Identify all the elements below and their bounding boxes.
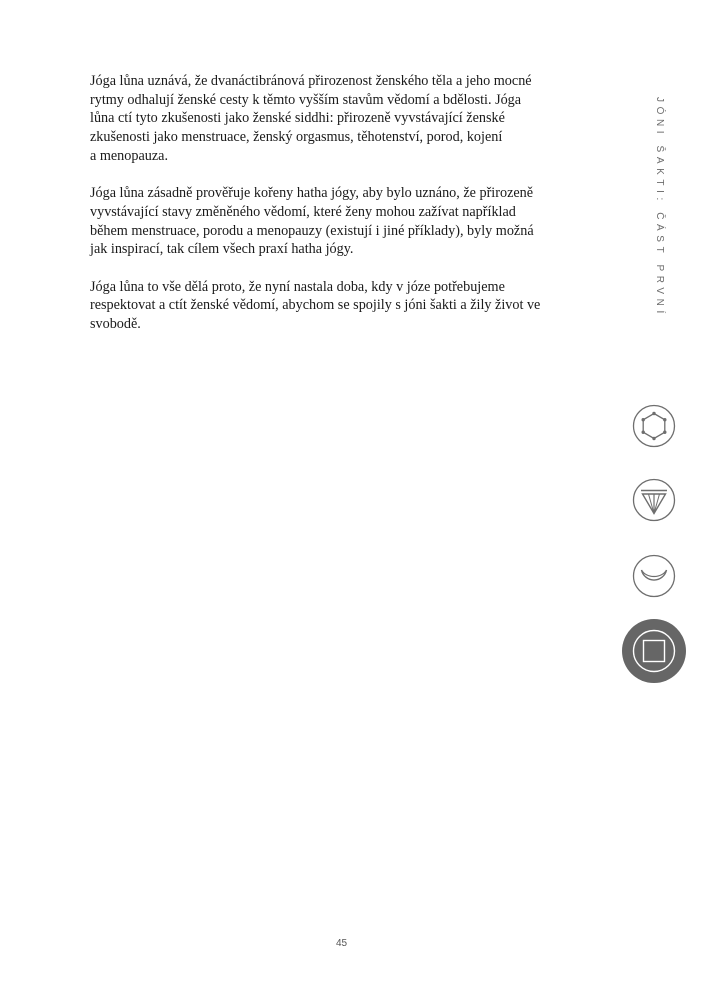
text-line: jak inspirací, tak cílem všech praxí hatha jógy. bbox=[90, 241, 354, 258]
text-line: během menstruace, porodu a menopauzy (existují i jiné příklady), byly možná bbox=[90, 222, 534, 239]
running-header-side-title: JÓNI ŠAKTI: ČÁST PRVNÍ bbox=[654, 97, 665, 318]
text-line: lůna ctí tyto zkušenosti jako ženské siddhi: přirozeně vyvstávající ženské bbox=[90, 110, 505, 127]
page-number: 45 bbox=[335, 938, 348, 949]
paragraph-1 bbox=[90, 72, 595, 166]
paragraph-3 bbox=[90, 278, 595, 334]
triangle-circle-icon[interactable] bbox=[632, 478, 676, 522]
crescent-circle-icon[interactable] bbox=[632, 554, 676, 598]
square-circle-icon-graphic bbox=[622, 619, 686, 683]
text-line: zkušenosti jako menstruace, ženský orgasmus, těhotenství, porod, kojení bbox=[90, 129, 503, 146]
body-text bbox=[90, 72, 595, 353]
text-line: rytmy odhalují ženské cesty k těmto vyšším stavům vědomí a bdělosti. Jóga bbox=[90, 91, 522, 108]
hexagon-circle-icon[interactable] bbox=[632, 404, 676, 448]
text-line: vyvstávající stavy změněného vědomí, které ženy mohou zažívat například bbox=[90, 203, 516, 220]
square-circle-icon[interactable] bbox=[622, 619, 686, 683]
text-line: a menopauza. bbox=[90, 147, 168, 164]
text-line: svobodě. bbox=[90, 316, 141, 333]
hexagon-circle-icon-graphic bbox=[632, 404, 676, 448]
text-line: Jóga lůna zásadně prověřuje kořeny hatha jógy, aby bylo uznáno, že přirozeně bbox=[90, 185, 534, 202]
triangle-circle-icon-graphic bbox=[632, 478, 676, 522]
text-line: Jóga lůna uznává, že dvanáctibránová přirozenost ženského těla a jeho mocné bbox=[90, 73, 532, 89]
paragraph-2 bbox=[90, 184, 595, 259]
text-line: respektovat a ctít ženské vědomí, abychom se spojily s jóni šakti a žily život ve bbox=[90, 297, 541, 314]
text-line: Jóga lůna to vše dělá proto, že nyní nastala doba, kdy v józe potřebujeme bbox=[90, 278, 505, 295]
crescent-circle-icon-graphic bbox=[632, 554, 676, 598]
